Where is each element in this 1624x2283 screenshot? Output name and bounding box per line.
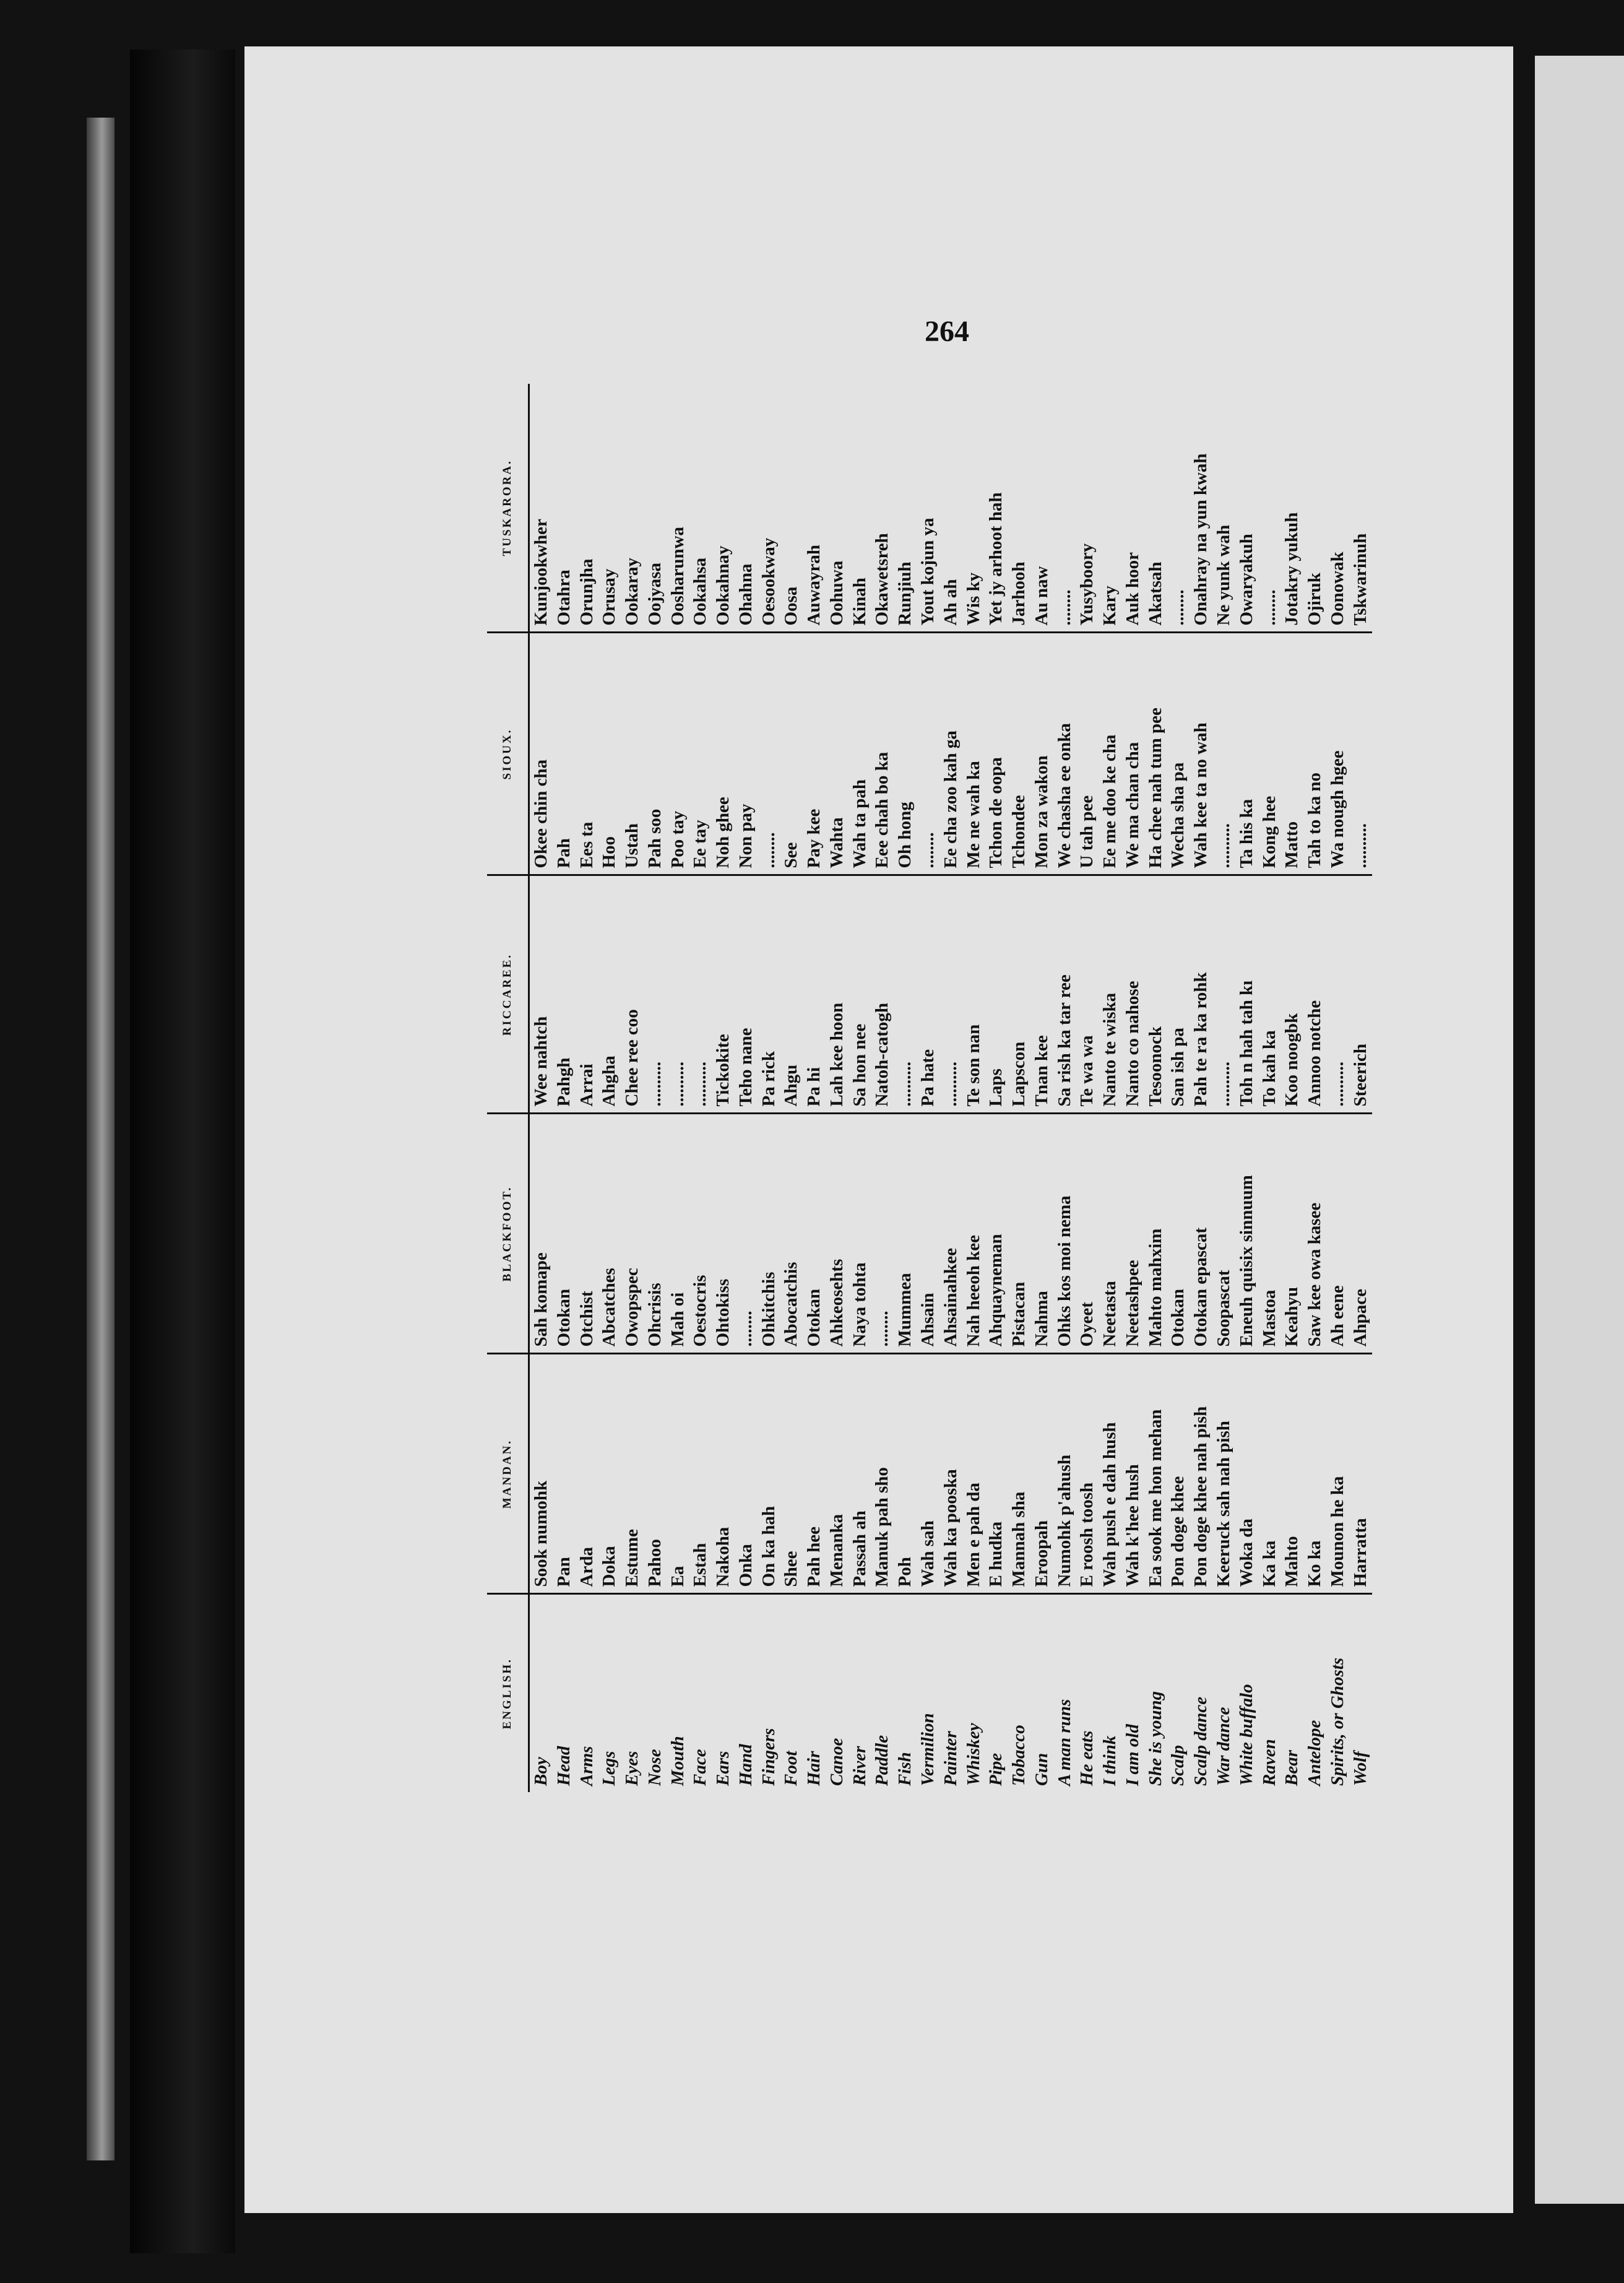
riccaree-word: Lah kee hoon — [826, 875, 849, 1114]
table-row — [621, 384, 644, 1792]
riccaree-word: Pah te ra ka rohk — [1190, 875, 1212, 1114]
english-word: I am old — [1122, 1724, 1142, 1786]
blackfoot-word: Owopspec — [621, 1114, 644, 1354]
riccaree-word: Nanto te wiska — [1099, 875, 1121, 1114]
english-word: Eyes — [622, 1751, 642, 1786]
column-header-mandan: MANDAN. — [487, 1354, 529, 1594]
sioux-word: Ee cha zoo kah ga — [939, 633, 962, 875]
blackfoot-word: Mastoa — [1258, 1114, 1281, 1354]
mandan-word: Wah k'hee hush — [1121, 1354, 1144, 1594]
blackfoot-word: Ohcrisis — [644, 1114, 667, 1354]
blackfoot-word: Ahsainahkee — [939, 1114, 962, 1354]
mandan-word: Mounon he ka — [1326, 1354, 1349, 1594]
sioux-word: Pah soo — [644, 633, 667, 875]
riccaree-word: Pahgh — [553, 875, 576, 1114]
table-row — [1190, 384, 1212, 1792]
sioux-word: Kong hee — [1258, 633, 1281, 875]
riccaree-word: .......... — [1326, 875, 1349, 1114]
blackfoot-word: Ohks kos moi nema — [1053, 1114, 1076, 1354]
tuskarora-word: ........ — [1167, 384, 1190, 633]
mandan-word: Menanka — [826, 1354, 849, 1594]
mandan-word: Pon doge khee nah pish — [1190, 1354, 1212, 1594]
table-row — [644, 384, 667, 1792]
english-word: War dance — [1213, 1707, 1233, 1786]
riccaree-word: San ish pa — [1167, 875, 1190, 1114]
riccaree-word: Tnan kee — [1030, 875, 1053, 1114]
blackfoot-word: Otchist — [576, 1114, 598, 1354]
tuskarora-word: Oesookway — [758, 384, 780, 633]
table-row — [962, 384, 985, 1792]
sioux-word: .......... — [1349, 633, 1372, 875]
english-word: Whiskey — [963, 1723, 983, 1786]
tuskarora-word: ........ — [1258, 384, 1281, 633]
riccaree-word: Teho nane — [735, 875, 758, 1114]
english-word: Legs — [599, 1751, 620, 1786]
sioux-word: Wa nough hgee — [1326, 633, 1349, 875]
blackfoot-word: Ohtokiss — [712, 1114, 735, 1354]
table-row — [712, 384, 735, 1792]
tuskarora-word: Owaryakuh — [1235, 384, 1258, 633]
riccaree-word: Annoo notche — [1303, 875, 1326, 1114]
english-word: Hand — [735, 1744, 756, 1786]
english-word: Antelope — [1305, 1720, 1325, 1786]
english-word: He eats — [1077, 1730, 1097, 1786]
tuskarora-word: Ookaray — [621, 384, 644, 633]
blackfoot-word: ........ — [735, 1114, 758, 1354]
riccaree-word: Natoh-catogh — [871, 875, 894, 1114]
riccaree-word: Te wa wa — [1076, 875, 1099, 1114]
column-header-tuskarora: TUSKARORA. — [487, 384, 529, 633]
mandan-word: Men e pah da — [962, 1354, 985, 1594]
mandan-word: Estume — [621, 1354, 644, 1594]
table-row — [1349, 384, 1372, 1792]
english-word: Vermilion — [918, 1713, 938, 1786]
table-row — [1008, 384, 1030, 1792]
blackfoot-word: Naya tohta — [849, 1114, 871, 1354]
mandan-word: On ka hah — [758, 1354, 780, 1594]
tuskarora-word: Au naw — [1030, 384, 1053, 633]
english-word: Nose — [644, 1749, 665, 1786]
tuskarora-word: Akatsah — [1144, 384, 1167, 633]
table-row — [985, 384, 1008, 1792]
blackfoot-word: Mummea — [894, 1114, 917, 1354]
mandan-word: Numohk p'ahush — [1053, 1354, 1076, 1594]
sioux-word: Pay kee — [803, 633, 826, 875]
mandan-word: Arda — [576, 1354, 598, 1594]
table-row — [871, 384, 894, 1792]
adjacent-page-edge — [1535, 56, 1624, 2204]
english-word: Fingers — [758, 1728, 779, 1786]
mandan-word: Passah ah — [849, 1354, 871, 1594]
mandan-word: Ea — [667, 1354, 689, 1594]
mandan-word: Wah push e dah hush — [1099, 1354, 1121, 1594]
blackfoot-word: Nahma — [1030, 1114, 1053, 1354]
tuskarora-word: Onahray na yun kwah — [1190, 384, 1212, 633]
riccaree-word: Lapscon — [1008, 875, 1030, 1114]
blackfoot-word: Sah komape — [529, 1114, 553, 1354]
sioux-word: ........ — [917, 633, 939, 875]
tuskarora-word: Tskwarinuh — [1349, 384, 1372, 633]
sioux-word: Wecha sha pa — [1167, 633, 1190, 875]
table-row — [1281, 384, 1303, 1792]
blackfoot-word: Neetashpee — [1121, 1114, 1144, 1354]
tuskarora-word: Otahra — [553, 384, 576, 633]
blackfoot-word: Soopascat — [1212, 1114, 1235, 1354]
english-word: White buffalo — [1236, 1684, 1256, 1786]
riccaree-word: .......... — [667, 875, 689, 1114]
mandan-word: Keeruck sah nah pish — [1212, 1354, 1235, 1594]
sioux-word: We chasha ee onka — [1053, 633, 1076, 875]
english-word: River — [849, 1746, 870, 1786]
riccaree-word: Sa hon nee — [849, 875, 871, 1114]
table-row — [1235, 384, 1258, 1792]
sioux-word: Ta his ka — [1235, 633, 1258, 875]
mandan-word: Pan — [553, 1354, 576, 1594]
blackfoot-word: Otokan — [803, 1114, 826, 1354]
mandan-word: Woka da — [1235, 1354, 1258, 1594]
table-row — [894, 384, 917, 1792]
riccaree-word: Koo noogbk — [1281, 875, 1303, 1114]
sioux-word: See — [780, 633, 803, 875]
table-row — [667, 384, 689, 1792]
mandan-word: Nakoha — [712, 1354, 735, 1594]
blackfoot-word: Eneuh quisix sinnuum — [1235, 1114, 1258, 1354]
table-row — [849, 384, 871, 1792]
sioux-word: We ma chan cha — [1121, 633, 1144, 875]
blackfoot-word: Nah heeoh kee — [962, 1114, 985, 1354]
riccaree-word: Laps — [985, 875, 1008, 1114]
page-number: 264 — [925, 315, 969, 348]
tuskarora-word: Orusay — [598, 384, 621, 633]
mandan-word: Pahoo — [644, 1354, 667, 1594]
blackfoot-word: Ahpace — [1349, 1114, 1372, 1354]
riccaree-word: Pa rick — [758, 875, 780, 1114]
mandan-word: Ka ka — [1258, 1354, 1281, 1594]
tuskarora-word: Runjiuh — [894, 384, 917, 633]
blackfoot-word: Abocatchis — [780, 1114, 803, 1354]
english-word: I think — [1100, 1735, 1120, 1786]
english-word: She is young — [1145, 1691, 1165, 1786]
sioux-word: Wah ta pah — [849, 633, 871, 875]
mandan-word: Manuk pah sho — [871, 1354, 894, 1594]
riccaree-word: To kah ka — [1258, 875, 1281, 1114]
mandan-word: Mahto — [1281, 1354, 1303, 1594]
riccaree-word: Sa rish ka tar ree — [1053, 875, 1076, 1114]
table-row — [1053, 384, 1076, 1792]
table-row — [758, 384, 780, 1792]
blackfoot-word: Pistacan — [1008, 1114, 1030, 1354]
english-word: Head — [553, 1746, 574, 1786]
riccaree-word: Te son nan — [962, 875, 985, 1114]
sioux-word: Ha chee nah tum pee — [1144, 633, 1167, 875]
sioux-word: Poo tay — [667, 633, 689, 875]
mandan-word: Pah hee — [803, 1354, 826, 1594]
blackfoot-word: Otokan — [553, 1114, 576, 1354]
sioux-word: U tah pee — [1076, 633, 1099, 875]
sioux-word: Eee chah bo ka — [871, 633, 894, 875]
vocabulary-table — [487, 384, 1372, 1792]
table-row — [939, 384, 962, 1792]
sioux-word: Tchon de oopa — [985, 633, 1008, 875]
vocabulary-table-rotated — [487, 384, 1372, 1792]
table-row — [826, 384, 849, 1792]
mandan-word: Onka — [735, 1354, 758, 1594]
english-word: A man runs — [1054, 1699, 1074, 1786]
book-spine-edge — [87, 118, 114, 2160]
mandan-word: Sook numohk — [529, 1354, 553, 1594]
riccaree-word: .......... — [644, 875, 667, 1114]
blackfoot-word: Oestocris — [689, 1114, 712, 1354]
tuskarora-word: Oojyasa — [644, 384, 667, 633]
tuskarora-word: Yet jy arhoot hah — [985, 384, 1008, 633]
english-word: Ears — [713, 1751, 733, 1786]
sioux-word: Oh hong — [894, 633, 917, 875]
table-row — [689, 384, 712, 1792]
sioux-word: Wahta — [826, 633, 849, 875]
column-header-sioux: SIOUX. — [487, 633, 529, 875]
sioux-word: Pah — [553, 633, 576, 875]
table-row — [1212, 384, 1235, 1792]
mandan-word: Eroopah — [1030, 1354, 1053, 1594]
sioux-word: Okee chin cha — [529, 633, 553, 875]
blackfoot-word: Oyeet — [1076, 1114, 1099, 1354]
mandan-word: Ko ka — [1303, 1354, 1326, 1594]
table-row — [1099, 384, 1121, 1792]
english-word: Paddle — [872, 1735, 892, 1786]
blackfoot-word: Ahsain — [917, 1114, 939, 1354]
blackfoot-word: Otokan epascat — [1190, 1114, 1212, 1354]
blackfoot-word: Ahquayneman — [985, 1114, 1008, 1354]
sioux-word: Wah kee ta no wah — [1190, 633, 1212, 875]
mandan-word: Ea sook me hon mehan — [1144, 1354, 1167, 1594]
table-row — [1303, 384, 1326, 1792]
tuskarora-word: ........ — [1053, 384, 1076, 633]
sioux-word: ........ — [758, 633, 780, 875]
column-header-riccaree: RICCAREE. — [487, 875, 529, 1114]
english-word: Arms — [576, 1746, 597, 1786]
tuskarora-word: Kary — [1099, 384, 1121, 633]
table-row — [529, 384, 553, 1792]
mandan-word: E roosh toosh — [1076, 1354, 1099, 1594]
sioux-word: Hoo — [598, 633, 621, 875]
english-word: Bear — [1282, 1750, 1302, 1786]
riccaree-word: Pa hate — [917, 875, 939, 1114]
riccaree-word: Wee nahtch — [529, 875, 553, 1114]
tuskarora-word: Ohahna — [735, 384, 758, 633]
mandan-word: Doka — [598, 1354, 621, 1594]
table-row — [1144, 384, 1167, 1792]
tuskarora-word: Okawetsreh — [871, 384, 894, 633]
table-row — [1076, 384, 1099, 1792]
riccaree-word: .......... — [939, 875, 962, 1114]
english-word: Canoe — [826, 1738, 847, 1786]
tuskarora-word: Ne yunk wah — [1212, 384, 1235, 633]
blackfoot-word: Ohkitchis — [758, 1114, 780, 1354]
table-row — [576, 384, 598, 1792]
sioux-word: Matto — [1281, 633, 1303, 875]
mandan-word: Estah — [689, 1354, 712, 1594]
book-binding — [130, 50, 235, 2253]
english-word: Boy — [530, 1757, 551, 1786]
mandan-word: Pon doge khee — [1167, 1354, 1190, 1594]
sioux-word: Me ne wah ka — [962, 633, 985, 875]
english-word: Raven — [1259, 1739, 1279, 1786]
table-row — [598, 384, 621, 1792]
sioux-word: Ee tay — [689, 633, 712, 875]
table-row — [1121, 384, 1144, 1792]
tuskarora-word: Kunjookwher — [529, 384, 553, 633]
english-word: Fish — [895, 1752, 915, 1786]
blackfoot-word: Otokan — [1167, 1114, 1190, 1354]
riccaree-word: Steerich — [1349, 875, 1372, 1114]
tuskarora-word: Jarhooh — [1008, 384, 1030, 633]
sioux-word: Ustah — [621, 633, 644, 875]
riccaree-word: Toh n hah tah kı — [1235, 875, 1258, 1114]
blackfoot-word: Ah eene — [1326, 1114, 1349, 1354]
english-word: Tobacco — [1009, 1725, 1029, 1786]
riccaree-word: Chee ree coo — [621, 875, 644, 1114]
mandan-word: Wah sah — [917, 1354, 939, 1594]
english-word: Spirits, or Ghosts — [1327, 1657, 1347, 1786]
english-word: Foot — [781, 1751, 801, 1786]
riccaree-word: Ahgha — [598, 875, 621, 1114]
riccaree-word: Ahgu — [780, 875, 803, 1114]
column-header-english: ENGLISH. — [487, 1594, 529, 1792]
blackfoot-word: ........ — [871, 1114, 894, 1354]
riccaree-word: .......... — [689, 875, 712, 1114]
sioux-word: Noh ghee — [712, 633, 735, 875]
tuskarora-word: Orunjha — [576, 384, 598, 633]
riccaree-word: .......... — [894, 875, 917, 1114]
tuskarora-word: Oohuwa — [826, 384, 849, 633]
table-row — [735, 384, 758, 1792]
english-word: Gun — [1031, 1752, 1052, 1786]
mandan-word: Shee — [780, 1354, 803, 1594]
riccaree-word: .......... — [1212, 875, 1235, 1114]
english-word: Hair — [804, 1751, 824, 1786]
english-word: Mouth — [667, 1736, 688, 1786]
tuskarora-word: Oosharunwa — [667, 384, 689, 633]
english-word: Wolf — [1350, 1751, 1370, 1786]
table-row — [803, 384, 826, 1792]
table-row — [553, 384, 576, 1792]
blackfoot-word: Ahkeosehts — [826, 1114, 849, 1354]
english-word: Pipe — [986, 1752, 1006, 1786]
tuskarora-word: Jotakry yukuh — [1281, 384, 1303, 633]
table-row — [917, 384, 939, 1792]
tuskarora-word: Ah ah — [939, 384, 962, 633]
mandan-word: Mannah sha — [1008, 1354, 1030, 1594]
table-row — [1326, 384, 1349, 1792]
tuskarora-word: Wis ky — [962, 384, 985, 633]
tuskarora-word: Oonowak — [1326, 384, 1349, 633]
tuskarora-word: Ojiruk — [1303, 384, 1326, 633]
tuskarora-word: Auwayrah — [803, 384, 826, 633]
table-header-row — [487, 384, 529, 1792]
sioux-word: Tah to ka no — [1303, 633, 1326, 875]
english-word: Scalp — [1168, 1744, 1188, 1786]
sioux-word: Mon za wakon — [1030, 633, 1053, 875]
english-word: Face — [690, 1749, 710, 1786]
blackfoot-word: Mah oi — [667, 1114, 689, 1354]
sioux-word: Tchondee — [1008, 633, 1030, 875]
tuskarora-word: Yusyboory — [1076, 384, 1099, 633]
english-word: Painter — [940, 1731, 961, 1786]
table-row — [1030, 384, 1053, 1792]
tuskarora-word: Oosa — [780, 384, 803, 633]
tuskarora-word: Auk hoor — [1121, 384, 1144, 633]
riccaree-word: Arrai — [576, 875, 598, 1114]
riccaree-word: Tesoonock — [1144, 875, 1167, 1114]
table-row — [780, 384, 803, 1792]
riccaree-word: Tickokite — [712, 875, 735, 1114]
sioux-word: Ees ta — [576, 633, 598, 875]
blackfoot-word: Neetasta — [1099, 1114, 1121, 1354]
tuskarora-word: Ookahsa — [689, 384, 712, 633]
riccaree-word: Pa hi — [803, 875, 826, 1114]
mandan-word: Poh — [894, 1354, 917, 1594]
sioux-word: Ee me doo ke cha — [1099, 633, 1121, 875]
table-row — [1258, 384, 1281, 1792]
blackfoot-word: Keahyu — [1281, 1114, 1303, 1354]
riccaree-word: Nanto co nahose — [1121, 875, 1144, 1114]
tuskarora-word: Kinah — [849, 384, 871, 633]
sioux-word: .......... — [1212, 633, 1235, 875]
tuskarora-word: Yout kojun ya — [917, 384, 939, 633]
column-header-blackfoot: BLACKFOOT. — [487, 1114, 529, 1354]
table-row — [1167, 384, 1190, 1792]
blackfoot-word: Saw kee owa kasee — [1303, 1114, 1326, 1354]
sioux-word: Non pay — [735, 633, 758, 875]
mandan-word: Wah ka pooska — [939, 1354, 962, 1594]
english-word: Scalp dance — [1191, 1696, 1211, 1786]
mandan-word: E hudka — [985, 1354, 1008, 1594]
table-body — [529, 384, 1373, 1792]
blackfoot-word: Abcatches — [598, 1114, 621, 1354]
mandan-word: Harratta — [1349, 1354, 1372, 1594]
tuskarora-word: Ookahnay — [712, 384, 735, 633]
blackfoot-word: Mahto mahxim — [1144, 1114, 1167, 1354]
